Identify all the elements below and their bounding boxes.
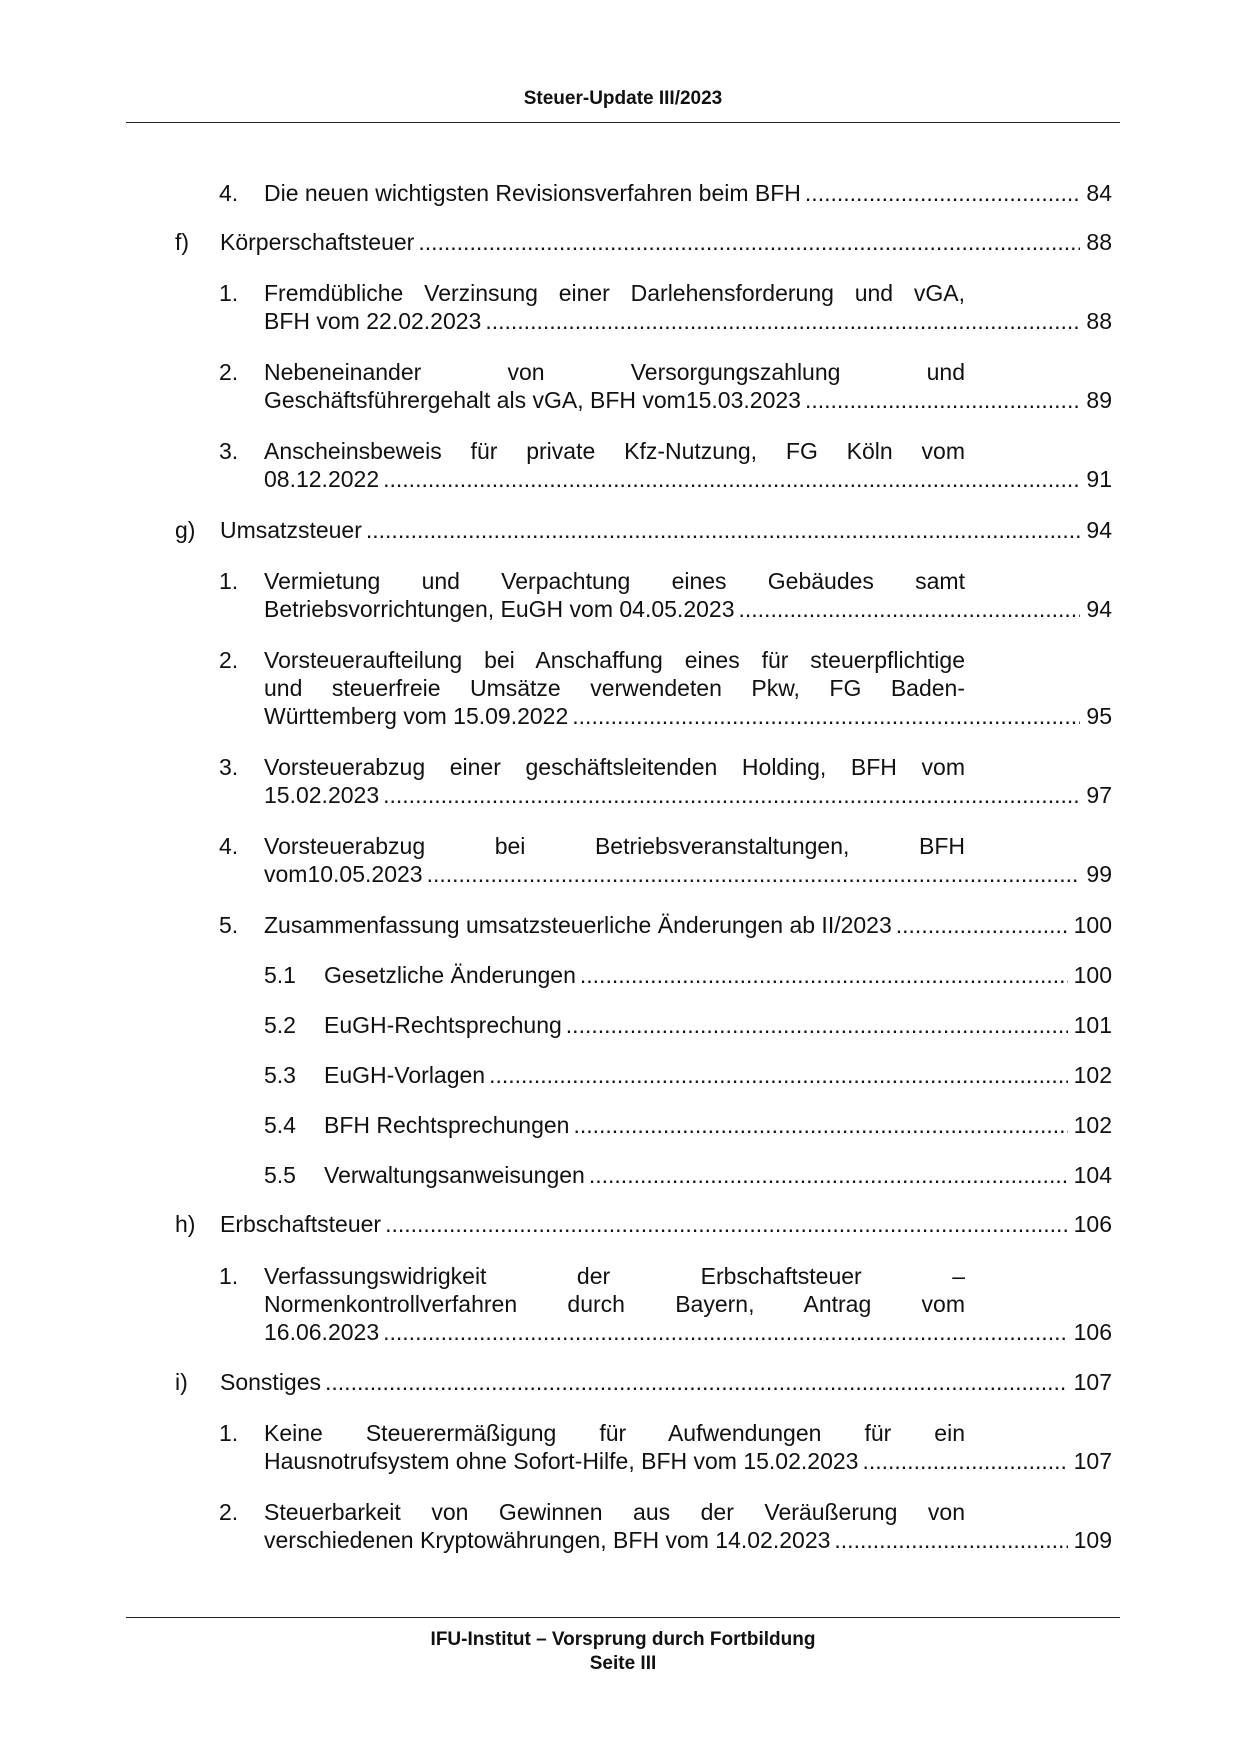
toc-entry-number: 2.: [219, 359, 239, 385]
toc-entry-number: 3.: [219, 438, 239, 464]
toc-entry[interactable]: [264, 860, 1112, 888]
toc-entry-title: verschiedenen Kryptowährungen, BFH vom 14.02.2023: [264, 1527, 831, 1553]
toc-entry-number: 2.: [219, 1499, 239, 1525]
toc-entry-number: 1.: [219, 280, 239, 306]
toc-entry-page: 94: [1086, 517, 1112, 543]
toc-entry-title: 15.02.2023: [264, 782, 380, 808]
toc-subentry-number: 5.5: [264, 1162, 296, 1188]
toc-entry-page: 106: [1073, 1211, 1112, 1237]
toc-entry[interactable]: [264, 1318, 1112, 1346]
toc-entry-number: 5.: [219, 912, 239, 938]
toc-section-letter: g): [175, 517, 196, 543]
toc-entry-page: 100: [1073, 912, 1112, 938]
toc-entry-title: Geschäftsführergehalt als vGA, BFH vom15.03.2023: [264, 387, 801, 413]
toc-section[interactable]: [220, 1368, 1112, 1396]
toc-entry-title: BFH vom 22.02.2023: [264, 308, 482, 334]
toc-section-letter: i): [175, 1369, 188, 1395]
footer-page-number: Seite III: [589, 1653, 657, 1674]
toc-entry-page: 99: [1086, 861, 1112, 887]
toc-entry-line: Vermietung und Verpachtung eines Gebäudes samt: [264, 568, 965, 594]
toc-entry-page: 89: [1086, 387, 1112, 413]
toc-entry-line: Vorsteueraufteilung bei Anschaffung eines für steuerpflichtige: [264, 647, 965, 673]
toc-entry-line: Vorsteuerabzug einer geschäftsleitenden Holding, BFH vom: [264, 754, 965, 780]
page-header-title: Steuer-Update III/2023: [523, 88, 723, 109]
footer-institute: IFU-Institut – Vorsprung durch Fortbildung: [430, 1629, 816, 1650]
toc-entry-title: EuGH-Vorlagen: [324, 1062, 486, 1088]
header-rule: [126, 122, 1120, 123]
footer-rule: [126, 1617, 1120, 1618]
toc-entry-page: 88: [1086, 229, 1112, 255]
toc-entry-page: 84: [1086, 180, 1112, 206]
toc-subentry-number: 5.2: [264, 1012, 296, 1038]
toc-entry[interactable]: [264, 595, 1112, 623]
toc-section-title: Erbschaftsteuer: [220, 1211, 382, 1237]
toc-entry-title: vom10.05.2023: [264, 861, 423, 887]
toc-entry[interactable]: [264, 465, 1112, 493]
toc-entry-page: 97: [1086, 782, 1112, 808]
toc-section-title: Sonstiges: [220, 1369, 322, 1395]
toc-entry-title: EuGH-Rechtsprechung: [324, 1012, 562, 1038]
toc-entry[interactable]: [264, 911, 1112, 939]
toc-subentry[interactable]: [324, 1061, 1112, 1089]
toc-entry-page: 101: [1073, 1012, 1112, 1038]
toc-entry-number: 1.: [219, 1263, 239, 1289]
toc-entry[interactable]: [264, 1447, 1112, 1475]
toc-entry-line: Verfassungswidrigkeit der Erbschaftsteuer –: [264, 1263, 965, 1289]
toc-entry-page: 102: [1073, 1112, 1112, 1138]
toc-subentry-number: 5.4: [264, 1112, 296, 1138]
toc-entry-line: und steuerfreie Umsätze verwendeten Pkw, FG Baden-: [264, 675, 965, 701]
toc-section[interactable]: [220, 1210, 1112, 1238]
toc-entry-line: Vorsteuerabzug bei Betriebsveranstaltungen, BFH: [264, 833, 965, 859]
toc-entry-title: BFH Rechtsprechungen: [324, 1112, 570, 1138]
toc-entry-page: 91: [1086, 466, 1112, 492]
toc-entry-title: Zusammenfassung umsatzsteuerliche Änderungen ab II/2023: [264, 912, 892, 938]
toc-subentry-number: 5.3: [264, 1062, 296, 1088]
toc-entry-line: Nebeneinander von Versorgungszahlung und: [264, 359, 965, 385]
toc-entry-page: 95: [1086, 703, 1112, 729]
toc-entry-page: 94: [1086, 596, 1112, 622]
toc-entry-title: Verwaltungsanweisungen: [324, 1162, 585, 1188]
toc-entry-page: 109: [1073, 1527, 1112, 1553]
toc-entry-number: 1.: [219, 1420, 239, 1446]
toc-entry-page: 88: [1086, 308, 1112, 334]
toc-section[interactable]: [220, 228, 1112, 256]
toc-entry-title: Betriebsvorrichtungen, EuGH vom 04.05.2023: [264, 596, 735, 622]
toc-subentry[interactable]: [324, 1161, 1112, 1189]
toc-entry-title: 16.06.2023: [264, 1319, 380, 1345]
toc-entry-page: 106: [1073, 1319, 1112, 1345]
toc-entry-number: 2.: [219, 647, 239, 673]
toc-subentry-number: 5.1: [264, 962, 296, 988]
toc-entry-page: 102: [1073, 1062, 1112, 1088]
toc-entry[interactable]: [264, 179, 1112, 207]
toc-subentry[interactable]: [324, 1111, 1112, 1139]
toc-entry-number: 4.: [219, 833, 239, 859]
toc-entry[interactable]: [264, 1526, 1112, 1554]
toc-section[interactable]: [220, 516, 1112, 544]
toc-section-title: Umsatzsteuer: [220, 517, 362, 543]
toc-entry-line: Fremdübliche Verzinsung einer Darlehensforderung und vGA,: [264, 280, 965, 306]
toc-entry-line: Keine Steuerermäßigung für Aufwendungen für ein: [264, 1420, 965, 1446]
toc-section-letter: f): [175, 229, 190, 255]
toc-entry-page: 100: [1073, 962, 1112, 988]
toc-subentry[interactable]: [324, 1011, 1112, 1039]
toc-entry[interactable]: [264, 781, 1112, 809]
toc-entry-title: 08.12.2022: [264, 466, 380, 492]
toc-entry-line: Steuerbarkeit von Gewinnen aus der Veräußerung von: [264, 1499, 965, 1525]
toc-entry-title: Hausnotrufsystem ohne Sofort-Hilfe, BFH vom 15.02.2023: [264, 1448, 859, 1474]
toc-entry[interactable]: [264, 702, 1112, 730]
toc-entry-number: 3.: [219, 754, 239, 780]
toc-entry-page: 107: [1073, 1448, 1112, 1474]
page-footer: [126, 1628, 1120, 1676]
toc-entry-title: Gesetzliche Änderungen: [324, 962, 576, 988]
toc-entry-page: 107: [1073, 1369, 1112, 1395]
toc-section-title: Körperschaftsteuer: [220, 229, 415, 255]
toc-subentry[interactable]: [324, 961, 1112, 989]
toc-entry-number: 1.: [219, 568, 239, 594]
toc-entry-line: Anscheinsbeweis für private Kfz-Nutzung, FG Köln vom: [264, 438, 965, 464]
toc-entry-number: 4.: [219, 180, 239, 206]
toc-entry[interactable]: [264, 386, 1112, 414]
toc-entry-line: Normenkontrollverfahren durch Bayern, Antrag vom: [264, 1291, 965, 1317]
toc-entry-page: 104: [1073, 1162, 1112, 1188]
toc-section-letter: h): [175, 1211, 196, 1237]
toc-entry-title: Württemberg vom 15.09.2022: [264, 703, 569, 729]
toc-entry-title: Die neuen wichtigsten Revisionsverfahren beim BFH: [264, 180, 801, 206]
toc-entry[interactable]: [264, 307, 1112, 335]
